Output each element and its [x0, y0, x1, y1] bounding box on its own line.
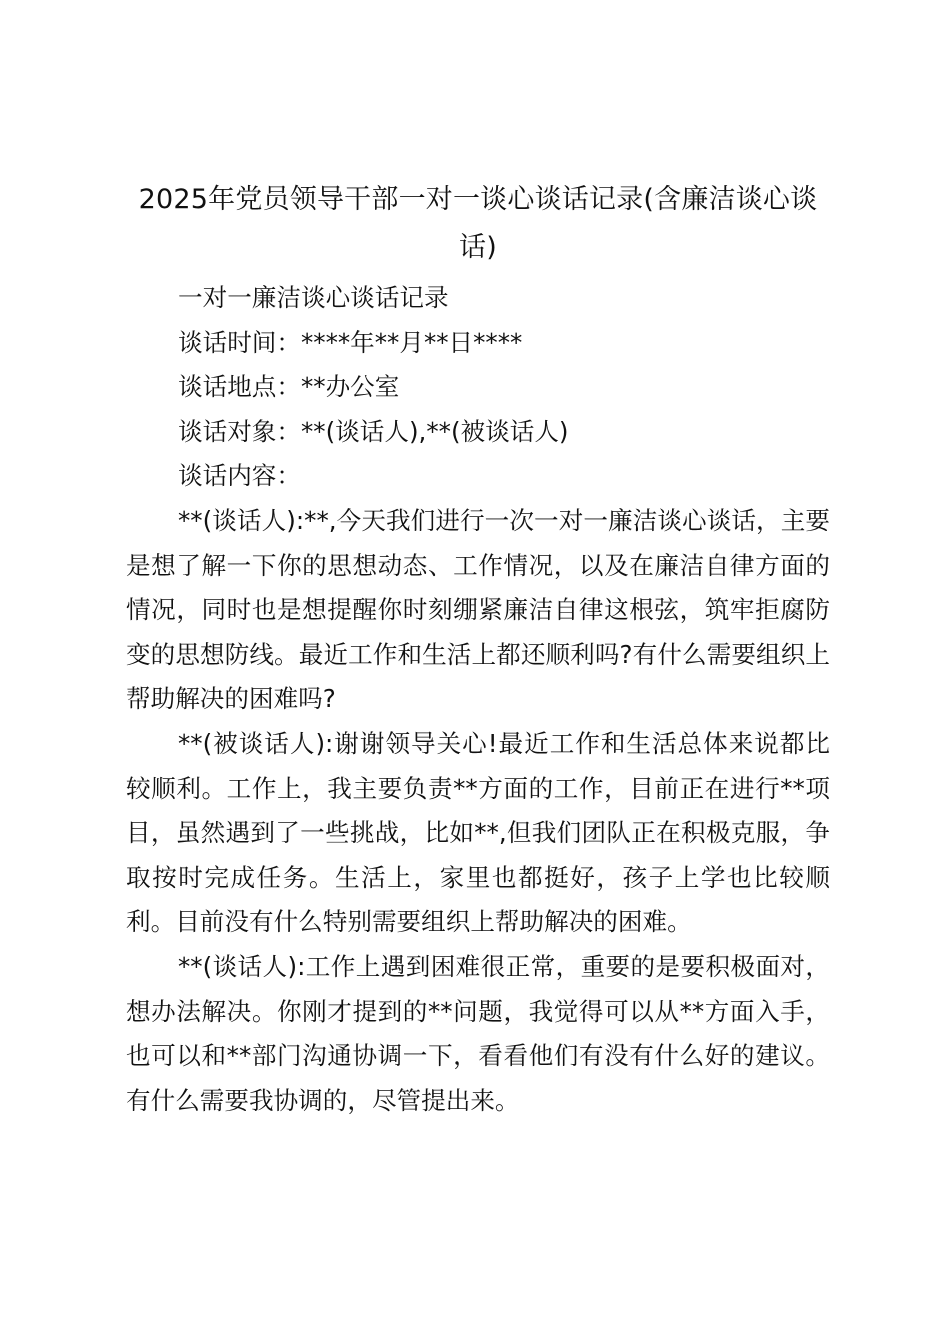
subtitle: 一对一廉洁谈心谈话记录: [178, 283, 449, 312]
field-time: 谈话时间：****年**月**日****: [178, 327, 523, 357]
paragraph-interviewer-2: **(谈话人):工作上遇到困难很正常，重要的是要积极面对，想办法解决。你刚才提到的**问题，我觉得可以从**方面入手，也可以和**部门沟通协调一下，看看他们有没有什么好的建议。有什么需要我协调的，尽管提出来。: [126, 951, 830, 1115]
field-content-label: 谈话内容：: [178, 461, 301, 491]
paragraph-interviewer-1: **(谈话人):**,今天我们进行一次一对一廉洁谈心谈话，主要是想了解一下你的思想动态、工作情况，以及在廉洁自律方面的情况，同时也是想提醒你时刻绷紧廉洁自律这根弦，筑牢拒腐防变的思想防线。最近工作和生活上都还顺利吗?有什么需要组织上帮助解决的困难吗?: [126, 505, 830, 714]
document-title: 2025年党员领导干部一对一谈心谈话记录(含廉洁谈心谈话): [138, 184, 818, 263]
field-participants: 谈话对象：**(谈话人),**(被谈话人): [178, 416, 569, 446]
field-location: 谈话地点：**办公室: [178, 372, 400, 402]
document-body: [126, 276, 830, 1123]
paragraph-interviewee-1: **(被谈话人):谢谢领导关心!最近工作和生活总体来说都比较顺利。工作上，我主要负责**方面的工作，目前正在进行**项目，虽然遇到了一些挑战，比如**,但我们团队正在积极克服，争取按时完成任务。生活上，家里也都挺好，孩子上学也比较顺利。目前没有什么特别需要组织上帮助解决的困难。: [126, 728, 830, 937]
